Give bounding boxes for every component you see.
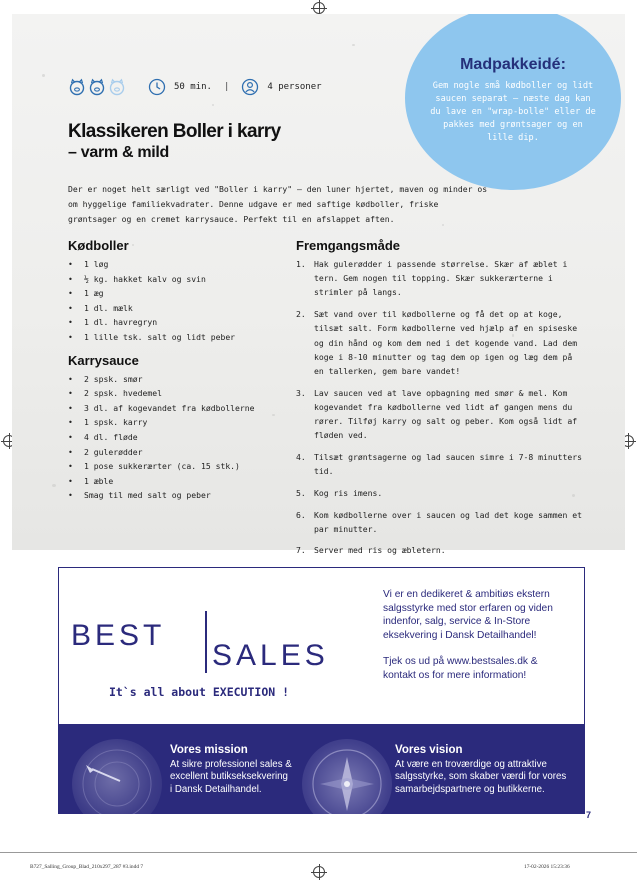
step-text: Hak gulerødder i passende størrelse. Skær af æblet i tern. Gem nogen til topping. Skær sukkerærterne i strimler på langs. <box>314 259 568 298</box>
step-text: Kog ris imens. <box>314 487 383 498</box>
advert-tagline: It`s all about EXECUTION ! <box>109 685 290 699</box>
ingredient-item: • 1 pose sukkerærter (ca. 15 stk.) <box>68 459 288 474</box>
ingredient-item: • 2 gulerødder <box>68 445 288 460</box>
step-number: 1. <box>296 259 306 269</box>
dart-icon <box>72 739 162 814</box>
trim-line <box>0 852 637 853</box>
step-text: Server med ris og æbletern. <box>314 545 446 556</box>
ingredient-item: • 4 dl. fløde <box>68 430 288 445</box>
clock-icon <box>148 78 166 96</box>
method-column <box>296 238 586 565</box>
sauce-heading: Karrysauce <box>68 352 139 368</box>
method-step <box>296 508 586 536</box>
print-slug-file: B727_Salling_Group_Blad_210x297_287 #3.indd 7 <box>30 864 144 870</box>
advert-blurb-intro: Vi er en dedikeret & ambitiøs ekstern salgsstyrke med stor erfaren og viden indenfor, salg, service & In-Store eksekvering i Dansk Detailhandel! <box>383 589 553 641</box>
ingredient-item: • 2 spsk. hvedemel <box>68 386 288 401</box>
method-step <box>296 450 586 478</box>
ingredients-column <box>68 238 288 503</box>
method-step <box>296 486 586 500</box>
meatballs-list <box>68 257 288 345</box>
ingredient-item: • ½ kg. hakket kalv og svin <box>68 272 288 287</box>
pig-icon <box>68 78 86 96</box>
prep-time: 50 min. <box>174 82 212 92</box>
vision-title: Vores vision <box>395 744 463 756</box>
person-icon <box>241 78 259 96</box>
compass-icon <box>302 739 392 814</box>
dartboard-image <box>72 739 162 814</box>
mission-text: At sikre professionel sales & excellent butikseksekvering i Dansk Detailhandel. <box>170 759 292 795</box>
ingredient-item: • 1 dl. mælk <box>68 301 288 316</box>
registration-mark-top <box>313 2 325 14</box>
method-steps <box>296 257 586 558</box>
ingredient-item: • 1 spsk. karry <box>68 415 288 430</box>
compass-image <box>302 739 392 814</box>
step-number: 5. <box>296 487 306 498</box>
ingredient-item: • 2 spsk. smør <box>68 372 288 387</box>
meatballs-heading: Kødboller <box>68 238 129 253</box>
logo-divider <box>205 611 207 673</box>
step-number: 6. <box>296 509 306 520</box>
step-text: Tilsæt grøntsagerne og lad saucen simre i 7-8 minutters tid. <box>314 451 583 477</box>
ingredient-item: • 1 æble <box>68 474 288 489</box>
servings: 4 personer <box>267 82 322 92</box>
page-number: 7 <box>586 810 592 820</box>
recipe-meta <box>68 76 322 98</box>
pig-icon <box>88 78 106 96</box>
recipe-subtitle: – varm & mild <box>68 144 170 161</box>
pig-icon-faded <box>108 78 126 96</box>
logo-sales-text: SALES <box>212 639 329 672</box>
method-step <box>296 386 586 443</box>
meta-separator: | <box>223 82 230 92</box>
logo-best-text: BEST <box>71 619 166 652</box>
step-text: Sæt vand over til kødbollerne og få det op at koge, tilsæt salt. Form kødbollerne ved hjælp af en spiseske og din hånd og kom dem ned i det kogende vand. Lad dem koge i 8-10 minutter og tag dem op igen og læg dem på en tallerken, gem bare vandet! <box>314 309 578 376</box>
step-number: 4. <box>296 451 306 462</box>
step-number: 2. <box>296 309 306 320</box>
advert-blurb-contact: Tjek os ud på www.bestsales.dk & kontakt os for mere information! <box>383 656 538 681</box>
vision-text: At være en troværdige og attraktive salgsstyrke, som skaber værdi for vores samarbejdspartnere og butikkerne. <box>395 759 567 795</box>
best-sales-advert <box>58 567 585 814</box>
step-number: 7. <box>296 545 306 556</box>
ingredient-item: • 1 æg <box>68 286 288 301</box>
step-number: 3. <box>296 387 306 398</box>
ingredient-item: • 3 dl. af kogevandet fra kødbollerne <box>68 401 288 416</box>
ingredient-item: • 1 dl. havregryn <box>68 315 288 330</box>
method-step <box>296 307 586 378</box>
recipe-title: Klassikeren Boller i karry <box>68 121 281 142</box>
lunchbox-tip-bubble <box>405 14 621 190</box>
advert-blurb <box>383 588 573 683</box>
ingredient-item: • Smag til med salt og peber <box>68 488 288 503</box>
ingredient-item: • 1 løg <box>68 257 288 272</box>
registration-mark-bottom <box>313 866 325 878</box>
method-step <box>296 257 586 300</box>
advert-bottom-panel <box>58 725 585 814</box>
mission-title: Vores mission <box>170 744 248 756</box>
method-step <box>296 543 586 557</box>
tip-text: Gem nogle små kødboller og lidt saucen separat – næste dag kan du lave en "wrap-bolle" eller de pakkes med grøntsager og en lille dip. <box>430 81 596 143</box>
method-heading: Fremgangsmåde <box>296 238 401 253</box>
recipe-intro: Der er noget helt særligt ved "Boller i karry" – den luner hjertet, maven og minder os om hyggelige familiekvadrater. Denne udgave er med saftige kødboller, friske grøntsager og en cremet karrysauce. Perfekt til en afslappet aften. <box>68 184 488 224</box>
print-slug-date: 17-02-2026 15:23:36 <box>524 864 570 870</box>
sauce-list <box>68 372 288 503</box>
ingredient-item: • 1 lille tsk. salt og lidt peber <box>68 330 288 345</box>
step-text: Kom kødbollerne over i saucen og lad det koge sammen et par minutter. <box>314 509 583 534</box>
tip-title: Madpakkeidé: <box>460 56 566 73</box>
advert-top-panel <box>58 567 585 725</box>
step-text: Lav saucen ved at lave opbagning med smør & mel. Kom kogevandet fra kødbollerne ved lidt af gangen mens du rører. Tilføj karry og salt og peber. Kom også lidt af fløden ved. <box>314 387 578 441</box>
